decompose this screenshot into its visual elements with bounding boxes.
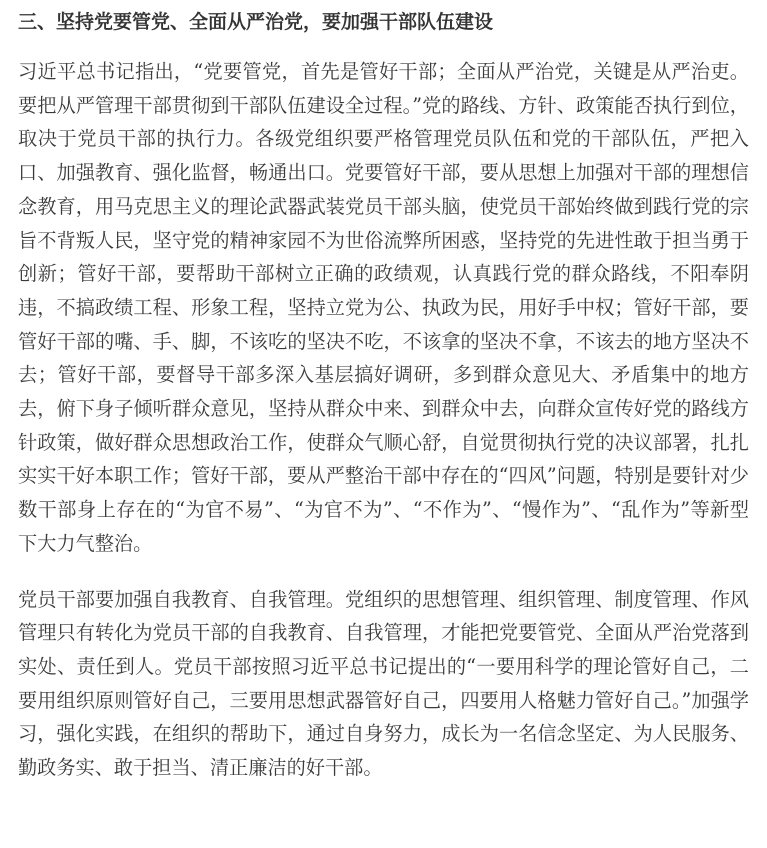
paragraph-cadre-management: 习近平总书记指出，“党要管党，首先是管好干部；全面从严治党，关键是从严治吏。要把从严管理干部贯彻到干部队伍建设全过程。”党的路线、方针、政策能否执行到位，取决于党员干部的执行力。各级党组织要严格管理党员队伍和党的干部队伍，严把入口、加强教育、强化监督，畅通出口。党要管好干部，要从思想上加强对干部的理想信念教育，用马克思主义的理论武器武装党员干部头脑，使党员干部始终做到践行党的宗旨不背叛人民，坚守党的精神家园不为世俗流弊所困惑，坚持党的先进性敢于担当勇于创新；管好干部，要帮助干部树立正确的政绩观，认真践行党的群众路线，不阳奉阴违，不搞政绩工程、形象工程，坚持立党为公、执政为民，用好手中权；管好干部，要管好干部的嘴、手、脚，不该吃的坚决不吃，不该拿的坚决不拿，不该去的地方坚决不去；管好干部，要督导干部多深入基层搞好调研，多到群众意见大、矛盾集中的地方去，俯下身子倾听群众意见，坚持从群众中来、到群众中去，向群众宣传好党的路线方针政策，做好群众思想政治工作，使群众气顺心舒，自觉贯彻执行党的决议部署，扎扎实实干好本职工作；管好干部，要从严整治干部中存在的“四风”问题，特别是要针对少数干部身上存在的“为官不易”、“为官不为”、“不作为”、“慢作为”、“乱作为”等新型下大力气整治。 [18,60,749,555]
section-heading: 三、坚持党要管党、全面从严治党，要加强干部队伍建设 [18,11,494,33]
paragraph-self-education: 党员干部要加强自我教育、自我管理。党组织的思想管理、组织管理、制度管理、作风管理只有转化为党员干部的自我教育、自我管理，才能把党要管党、全面从严治党落到实处、责任到人。党员干部按照习近平总书记提出的“一要用科学的理论管好自己，二要用组织原则管好自己，三要用思想武器管好自己，四要用人格魅力管好自己。”加强学习，强化实践，在组织的帮助下，通过自身努力，成长为一名信念坚定、为人民服务、勤政务实、敢于担当、清正廉洁的好干部。 [18,587,749,780]
